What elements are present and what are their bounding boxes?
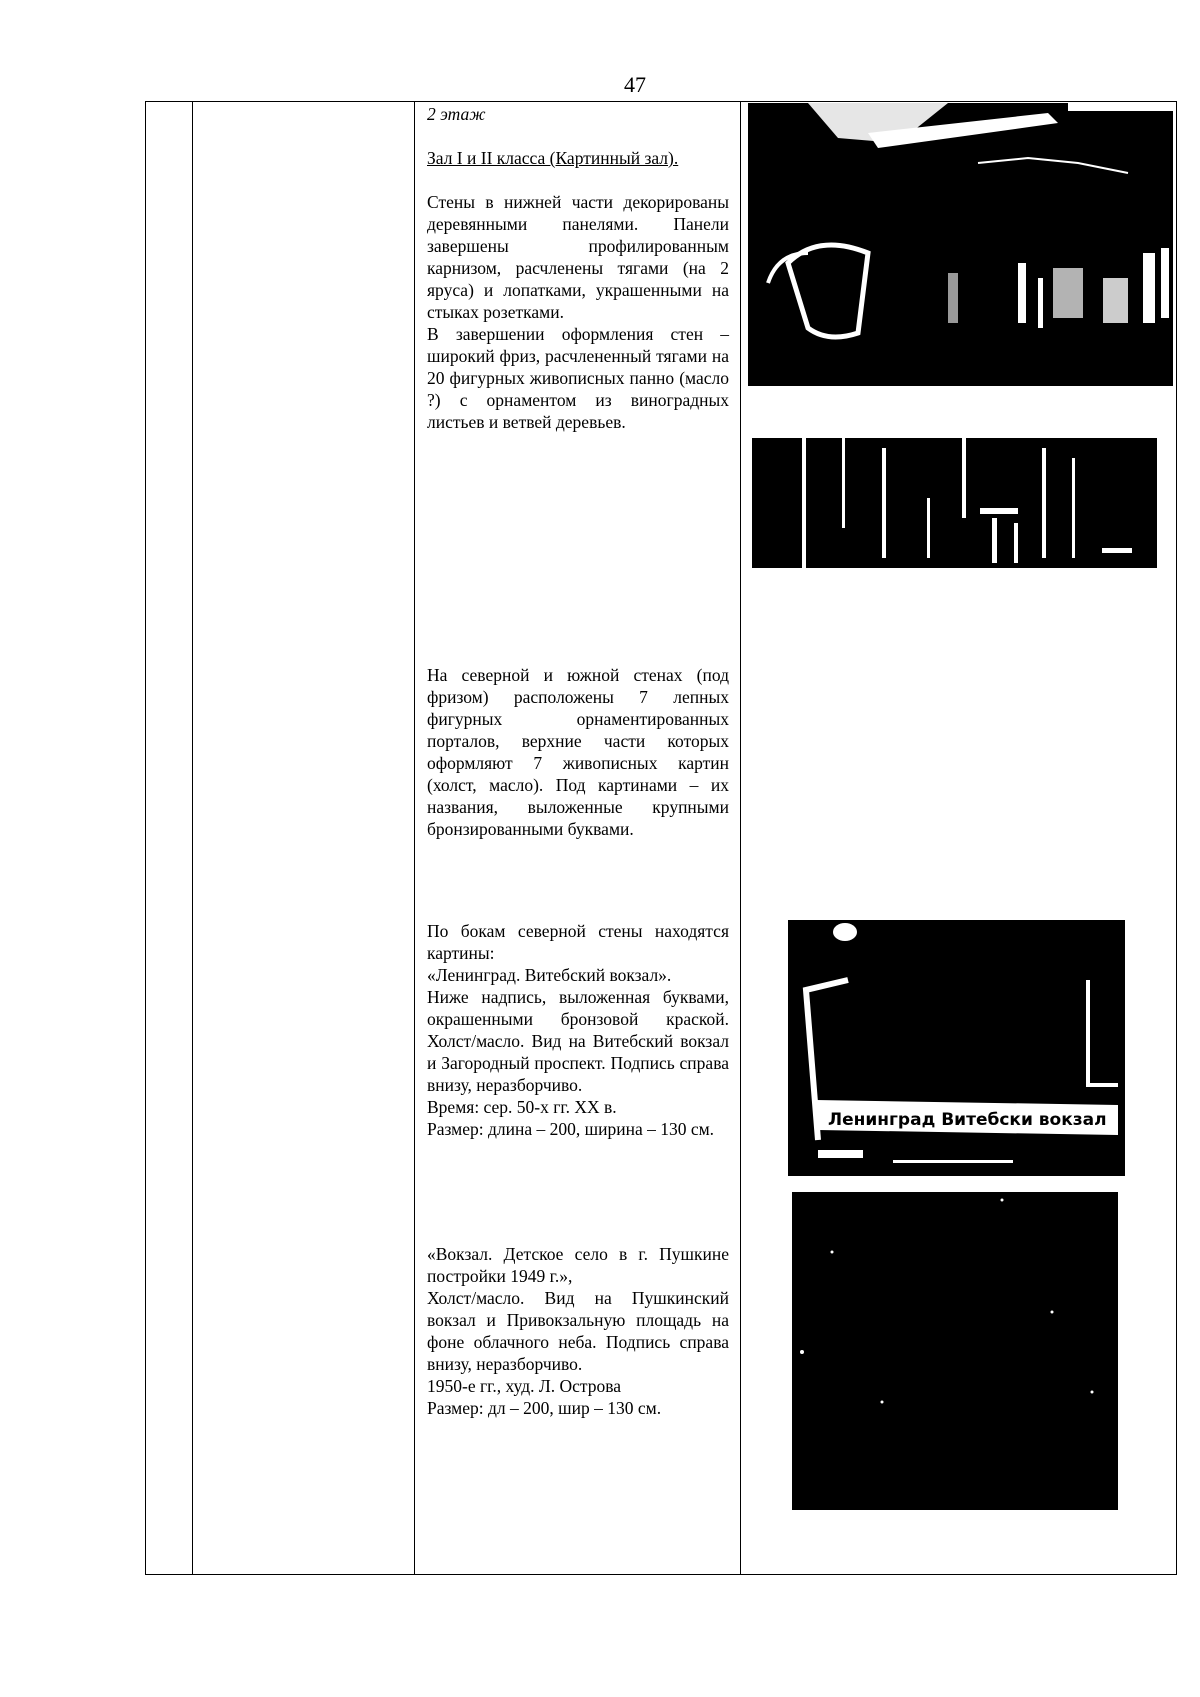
- painting2-size: Размер: дл – 200, шир – 130 см.: [427, 1398, 662, 1418]
- description-block: [427, 103, 729, 433]
- hall-panorama-photo: [752, 438, 1157, 568]
- column-divider: [414, 102, 415, 1574]
- page-number: 47: [624, 72, 646, 97]
- painting2-block: [427, 1243, 729, 1419]
- painting2-details: Холст/масло. Вид на Пушкинский вокзал и Привокзальную площадь на фоне облачного неба. Подпись справа внизу, неразборчиво.: [427, 1288, 729, 1374]
- painting1-intro: По бокам северной стены находятся картины:: [427, 921, 729, 963]
- hall-interior-photo: [748, 103, 1173, 386]
- painting2-artist: 1950-е гг., худ. Л. Острова: [427, 1376, 622, 1396]
- vitebsk-caption-text: Ленинград Витебски вокзал: [828, 1110, 1107, 1130]
- portals-paragraph: На северной и южной стенах (под фризом) расположены 7 лепных фигурных орнаментированных порталов, верхние части которых оформляют 7 живописных картин (холст, масло). Под картинами – их названия, выложенные крупными бронзированными буквами.: [427, 665, 729, 839]
- floor-heading: 2 этаж: [427, 104, 486, 124]
- painting1-size: Размер: длина – 200, ширина – 130 см.: [427, 1119, 715, 1139]
- vitebsk-station-painting-photo: [788, 920, 1125, 1176]
- painting1-block: [427, 920, 729, 1140]
- painting1-details: Ниже надпись, выложенная буквами, окрашенными бронзовой краской. Холст/масло. Вид на Витебский вокзал и Загородный проспект. Подпись справа внизу, неразборчиво.: [427, 987, 729, 1095]
- column-divider: [740, 102, 741, 1574]
- painting1-title: «Ленинград. Витебский вокзал».: [427, 965, 672, 985]
- portals-block: [427, 664, 729, 840]
- column-divider: [192, 102, 193, 1574]
- painting1-time: Время: сер. 50-х гг. XX в.: [427, 1097, 617, 1117]
- frieze-paragraph: В завершении оформления стен – широкий фриз, расчлененный тягами на 20 фигурных живописных панно (масло ?) с орнаментом из виноградных листьев и ветвей деревьев.: [427, 324, 729, 432]
- painting2-title: «Вокзал. Детское село в г. Пушкине постройки 1949 г.»,: [427, 1244, 729, 1286]
- pushkin-station-painting-photo: [792, 1192, 1118, 1510]
- hall-title: Зал I и II класса (Картинный зал).: [427, 148, 679, 168]
- walls-paragraph: Стены в нижней части декорированы деревянными панелями. Панели завершены профилированным карнизом, расчленены тягами (на 2 яруса) и лопатками, украшенными на стыках розетками.: [427, 192, 729, 322]
